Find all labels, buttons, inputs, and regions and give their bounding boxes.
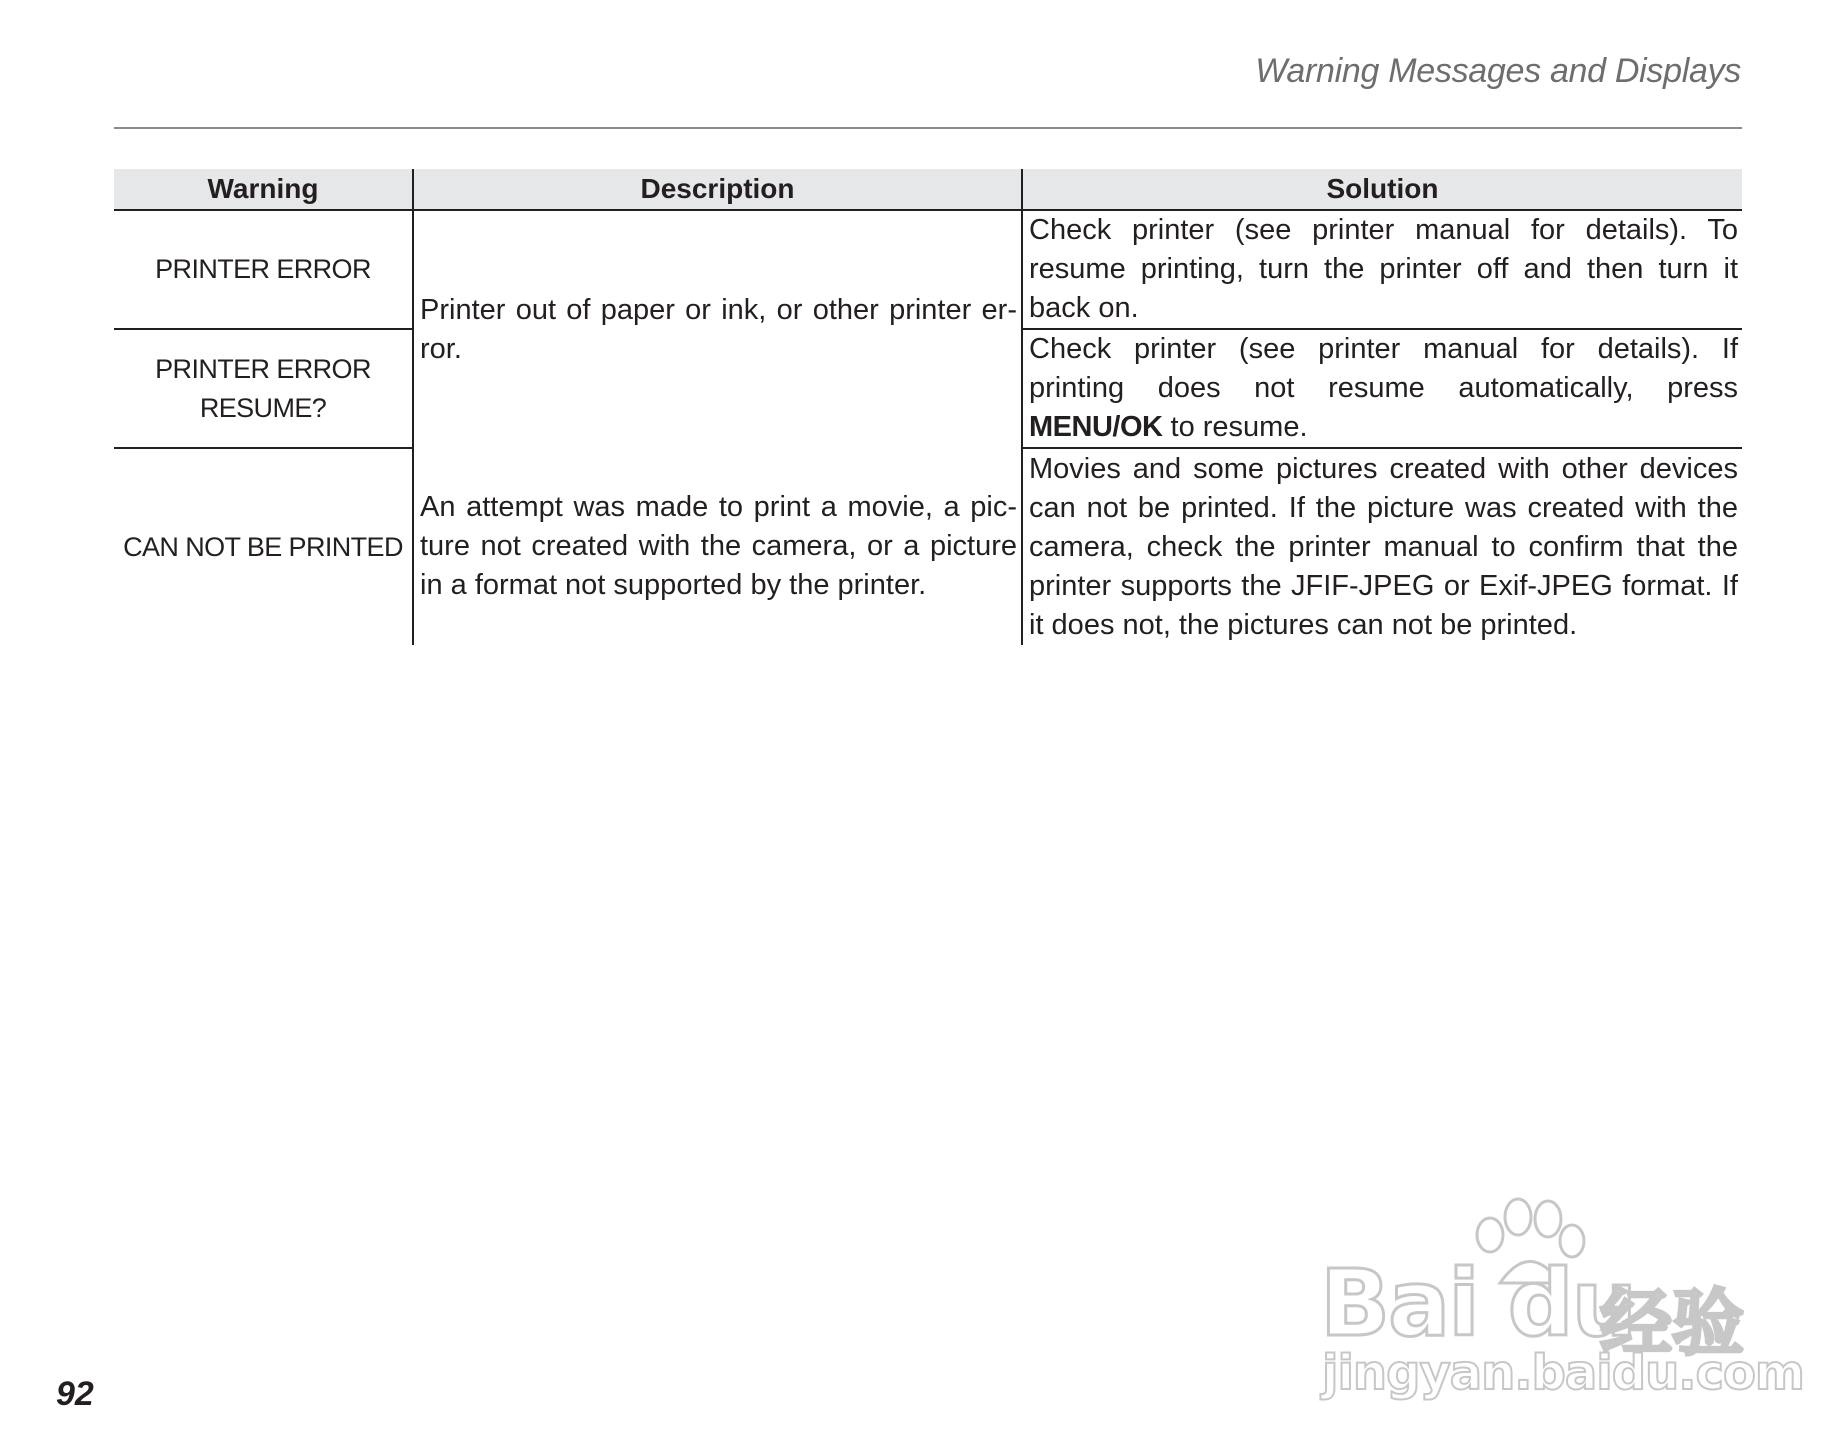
warning-text: PRINTER ERROR RESUME? — [155, 353, 371, 423]
header-rule — [114, 127, 1742, 129]
column-header-solution: Solution — [1022, 169, 1742, 210]
table-row — [114, 210, 1742, 329]
warning-table — [114, 169, 1742, 645]
baidu-watermark — [1310, 1195, 1804, 1405]
menu-ok-button-label: MENU/OK — [1029, 411, 1163, 443]
warning-cell: CAN NOT BE PRINTED — [123, 531, 403, 562]
watermark-chinese: 经验 — [1600, 1281, 1745, 1365]
table-header-row — [114, 169, 1742, 210]
column-header-warning: Warning — [114, 169, 413, 210]
table-row — [114, 448, 1742, 645]
solution-cell: Check printer (see printer manual for details). To resume printing, turn the printer off and then turn it back on. — [1022, 210, 1742, 329]
solution-cell: Movies and some pictures created with other devices can not be printed. If the picture was created with the camera, check the printer manual to confirm that the printer supports the JFIF-JPEG or Exif-JPEG format. If it does not, the pictures can not be printed. — [1022, 448, 1742, 645]
solution-cell — [1022, 329, 1742, 448]
solution-text-end: to resume. — [1170, 411, 1308, 443]
column-header-description: Description — [413, 169, 1022, 210]
description-cell: An attempt was made to print a movie, a pic-ture not created with the camera, or a picture in a format not supported by the printer. — [413, 448, 1022, 645]
watermark-url: jingyan.baidu.com — [1322, 1345, 1804, 1401]
solution-text: Check printer (see printer manual for details). If printing does not resume automatically, press — [1029, 333, 1738, 404]
warning-cell — [114, 329, 413, 448]
page-number: 92 — [56, 1375, 94, 1413]
description-cell: Printer out of paper or ink, or other printer er-ror. — [413, 210, 1022, 448]
running-head-title: Warning Messages and Displays — [1255, 52, 1741, 90]
watermark-word: Bai du — [1320, 1250, 1636, 1357]
warning-cell: PRINTER ERROR — [114, 210, 413, 329]
